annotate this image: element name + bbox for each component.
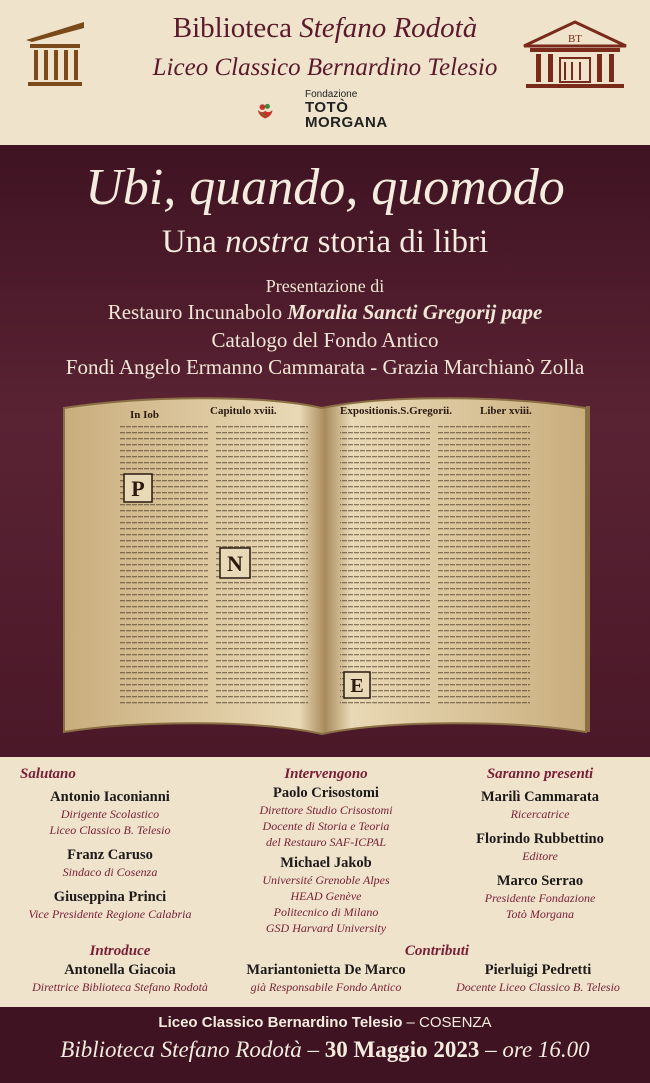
person-name: Marco Serrao xyxy=(496,873,584,889)
contributi-person-1 xyxy=(228,962,424,995)
person-role: Docente di Storia e Teoria xyxy=(262,819,390,833)
contributi-person-2 xyxy=(436,962,640,995)
foundation-logo-icon xyxy=(256,86,306,136)
person-role: GSD Harvard University xyxy=(265,921,387,935)
presenti-heading: Saranno presenti xyxy=(486,766,594,782)
person-name: Antonella Giacoia xyxy=(64,962,176,978)
book-left-header: In Iob xyxy=(130,409,160,421)
incunabulum-book-image xyxy=(60,388,590,740)
drop-cap-c: E xyxy=(350,675,364,697)
person-name: Marilì Cammarata xyxy=(481,789,599,805)
person-name: Giuseppina Princi xyxy=(53,889,167,905)
person-role: Editore xyxy=(522,849,558,863)
presentation-intro: Presentazione di xyxy=(265,276,385,296)
foundation-name-2: MORGANA xyxy=(305,114,388,131)
intervengono-column xyxy=(228,766,424,936)
presentation-line-1: Restauro Incunabolo Moralia Sancti Gregorij pape xyxy=(107,300,543,324)
event-title: Ubi, quando, quomodo xyxy=(85,159,565,216)
person-role: del Restauro SAF-ICPAL xyxy=(266,835,386,849)
foundation-label: Fondazione xyxy=(305,89,358,100)
person-role: HEAD Genève xyxy=(290,889,362,903)
school-title: Liceo Classico Bernardino Telesio xyxy=(152,54,498,81)
person-name: Pierluigi Pedretti xyxy=(484,962,592,978)
bt-logo-icon xyxy=(520,18,630,94)
person-name: Antonio Iaconianni xyxy=(50,789,170,805)
person-role: Direttrice Biblioteca Stefano Rodotà xyxy=(32,980,208,994)
person-role: Politecnico di Milano xyxy=(273,905,379,919)
salutano-heading: Salutano xyxy=(20,766,76,782)
person-role: già Responsabile Fondo Antico xyxy=(250,980,402,994)
person-role: Presidente Fondazione xyxy=(484,891,596,905)
contributi-column xyxy=(232,943,642,960)
presentation-line-3: Fondi Angelo Ermanno Cammarata - Grazia Marchianò Zolla xyxy=(65,355,585,379)
presenti-column xyxy=(440,766,640,922)
contributi-heading: Contributi xyxy=(404,943,470,959)
person-name: Franz Caruso xyxy=(67,847,153,863)
introduce-heading: Introduce xyxy=(89,943,151,959)
drop-cap-b: N xyxy=(227,551,243,576)
book-right-header: Expositionis.S.Gregorii. xyxy=(340,405,452,417)
person-name: Paolo Crisostomi xyxy=(273,785,379,801)
person-role: Ricercatrice xyxy=(510,807,570,821)
event-subtitle: Una nostra storia di libri xyxy=(161,224,489,260)
introduce-column xyxy=(20,943,220,995)
footer-venue-date: Biblioteca Stefano Rodotà – 30 Maggio 2023 – ore 16.00 xyxy=(60,1037,590,1062)
intervengono-heading: Intervengono xyxy=(284,766,368,782)
person-role: Université Grenoble Alpes xyxy=(262,873,390,887)
person-name: Michael Jakob xyxy=(280,855,372,871)
drop-cap-a: P xyxy=(131,476,145,501)
book-right-chapter: Liber xviii. xyxy=(480,405,532,417)
foundation-name-1: TOTÒ xyxy=(305,99,349,116)
presentation-line-2: Catalogo del Fondo Antico xyxy=(211,328,439,352)
salutano-column xyxy=(20,766,200,922)
person-role: Dirigente Scolastico xyxy=(60,807,160,821)
footer-school: Liceo Classico Bernardino Telesio – COSENZA xyxy=(158,1014,492,1031)
bt-logo-text: BT xyxy=(567,33,583,45)
person-role: Liceo Classico B. Telesio xyxy=(49,823,171,837)
library-title: Biblioteca Stefano Rodotà xyxy=(172,12,478,44)
book-left-chapter: Capitulo xviii. xyxy=(210,405,277,417)
person-role: Totò Morgana xyxy=(505,907,575,921)
person-role: Sindaco di Cosenza xyxy=(62,865,158,879)
person-role: Direttore Studio Crisostomi xyxy=(259,803,393,817)
person-name: Florindo Rubbettino xyxy=(476,831,604,847)
person-role: Docente Liceo Classico B. Telesio xyxy=(456,980,620,994)
person-name: Mariantonietta De Marco xyxy=(246,962,406,978)
person-role: Vice Presidente Regione Calabria xyxy=(28,907,192,921)
